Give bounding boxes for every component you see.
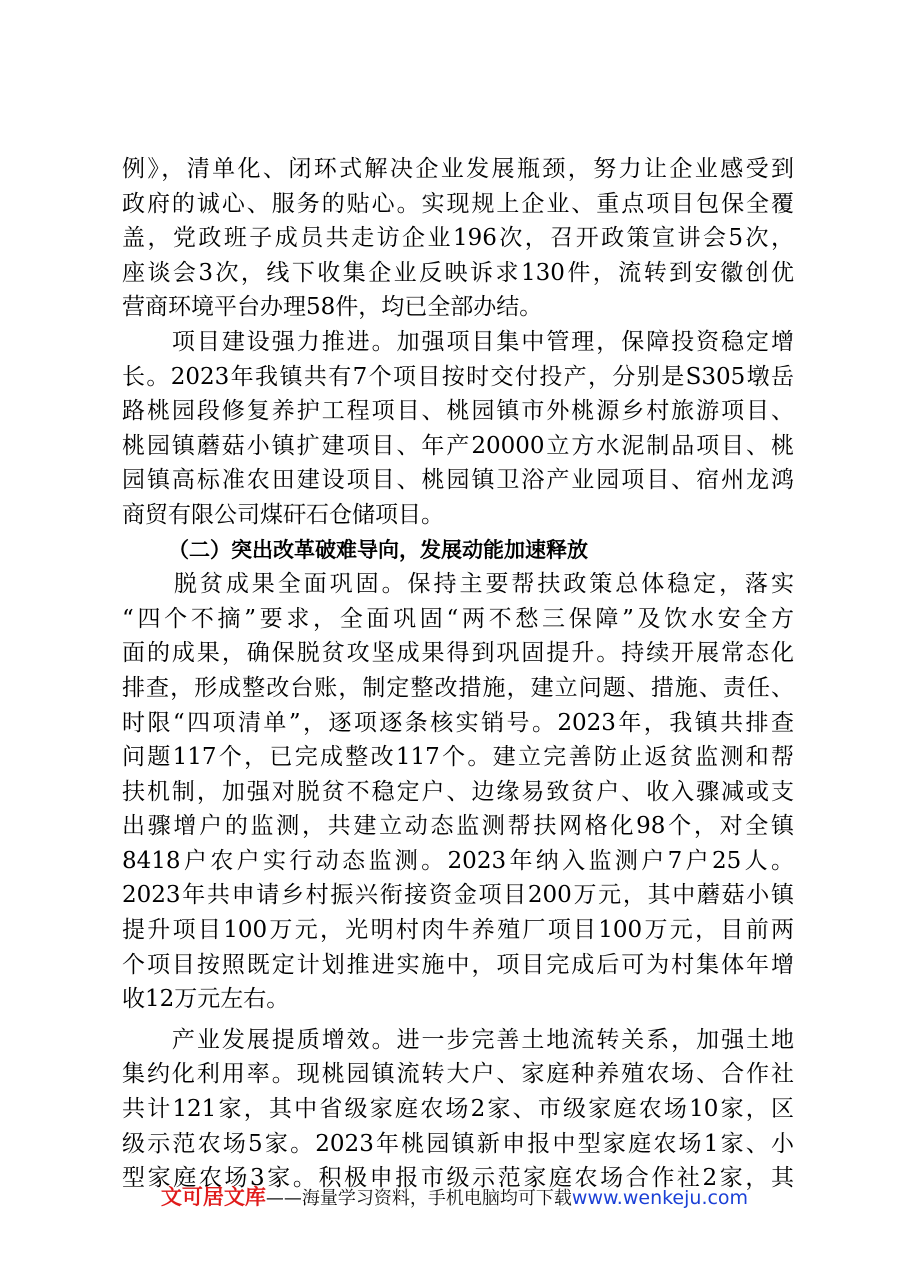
text-line: 集约化利用率。现桃园镇流转大户、家庭种养殖农场、合作社 [122,1061,794,1088]
text-line: 2023年共申请乡村振兴衔接资金项目200万元，其中蘑菇小镇 [122,882,794,909]
text-line: 个项目按照既定计划推进实施中，项目完成后可为村集体年增 [122,951,794,978]
text-line: 长。2023年我镇共有7个项目按时交付投产，分别是S305墩岳 [122,363,794,390]
text-line: 项目建设强力推进。加强项目集中管理，保障投资稳定增 [122,328,794,355]
text-line: 扶机制，加强对脱贫不稳定户、边缘易致贫户、收入骤减或支 [122,778,794,805]
text-line: 面的成果，确保脱贫攻坚成果得到巩固提升。持续开展常态化 [122,640,794,667]
text-line: 脱贫成果全面巩固。保持主要帮扶政策总体稳定，落实 [122,571,794,598]
footer-brand: 文可居文库 [160,1185,266,1209]
text-line: 路桃园段修复养护工程项目、桃园镇市外桃源乡村旅游项目、 [122,398,794,425]
text-line: 共计121家，其中省级家庭农场2家、市级家庭农场10家，区 [122,1096,794,1123]
text-line: 产业发展提质增效。进一步完善土地流转关系，加强土地 [122,1026,794,1053]
text-line: 政府的诚心、服务的贴心。实现规上企业、重点项目包保全覆 [122,190,794,217]
text-line: 座谈会3次，线下收集企业反映诉求130件，流转到安徽创优 [122,259,794,286]
text-line: 8418户农户实行动态监测。2023年纳入监测户7户25人。 [122,847,794,874]
text-line: 商贸有限公司煤矸石仓储项目。 [122,501,444,528]
footer-banner [0,1181,909,1211]
text-line: 提升项目100万元，光明村肉牛养殖厂项目100万元，目前两 [122,917,794,944]
footer-tagline: ——海量学习资料，手机电脑均可下载 [265,1188,572,1209]
text-line: 级示范农场5家。2023年桃园镇新申报中型家庭农场1家、小 [122,1130,794,1157]
text-line: 例》，清单化、闭环式解决企业发展瓶颈，努力让企业感受到 [122,156,794,182]
document-body [122,152,794,1196]
text-line: “四个不摘”要求，全面巩固“两不愁三保障”及饮水安全方 [122,605,794,632]
text-line: 盖，党政班子成员共走访企业196次，召开政策宣讲会5次， [122,225,794,252]
text-line: 收12万元左右。 [122,986,290,1013]
text-line: 园镇高标准农田建设项目、桃园镇卫浴产业园项目、宿州龙鸿 [122,467,794,494]
text-line: 出骤增户的监测，共建立动态监测帮扶网格化98个，对全镇 [122,813,794,840]
text-line: 型家庭农场3家。积极申报市级示范家庭农场合作社2家，其 [122,1165,794,1192]
text-line: 营商环境平台办理58件，均已全部办结。 [122,294,543,321]
text-line: 时限“四项清单”，逐项逐条核实销号。2023年，我镇共排查 [122,709,794,736]
text-line: 问题117个，已完成整改117个。建立完善防止返贫监测和帮 [122,744,794,771]
footer-site-link[interactable]: www.wenkeju.com [571,1187,749,1209]
text-line: 桃园镇蘑菇小镇扩建项目、年产20000立方水泥制品项目、桃 [122,432,794,459]
section-heading: （二）突出改革破难导向，发展动能加速释放 [168,537,588,562]
text-line: 排查，形成整改台账，制定整改措施，建立问题、措施、责任、 [122,674,794,701]
